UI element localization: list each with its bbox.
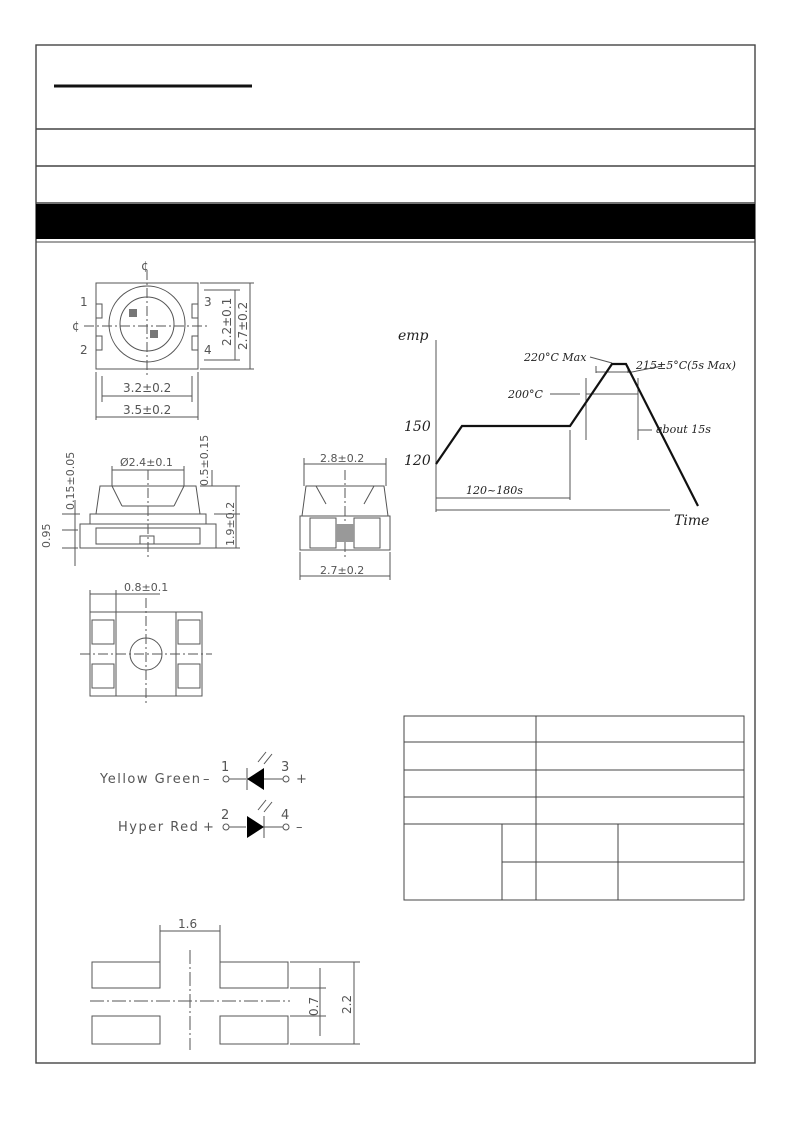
dim-end-bottom: 2.7±0.2 xyxy=(320,564,365,577)
preheat-time-label: 120~180s xyxy=(466,484,523,497)
pin-4-label: 4 xyxy=(204,343,212,357)
hr-plus: + xyxy=(203,820,214,835)
dim-pad-total: 2.2 xyxy=(340,994,354,1014)
dim-lens-height: 0.15±0.05 xyxy=(64,451,77,510)
dim-width-inner: 3.2±0.2 xyxy=(123,381,172,395)
diode-hyper-red-icon xyxy=(247,816,264,838)
dim-total-height: 1.9±0.2 xyxy=(224,501,237,546)
axis-time-label: Time xyxy=(674,513,710,529)
end-view-drawing xyxy=(300,452,390,580)
center-mark-top: ¢ xyxy=(141,259,149,273)
dim-end-top: 2.8±0.2 xyxy=(320,452,365,465)
diode-yellow-green-icon xyxy=(247,768,264,790)
pin-1-label: 1 xyxy=(80,295,88,309)
dim-height-outer: 2.7±0.2 xyxy=(236,301,250,350)
hr-pin-4: 4 xyxy=(281,808,290,823)
circuit-diagram xyxy=(99,752,307,838)
spec-table xyxy=(404,716,744,900)
temp-200-label: 200°C xyxy=(508,388,543,401)
dim-base-height: 0.95 xyxy=(40,523,53,548)
dim-pad-width: 0.8±0.1 xyxy=(124,581,169,594)
about-15s-label: about 15s xyxy=(656,423,711,436)
dim-pad-height: 0.7 xyxy=(307,996,321,1016)
axis-temp-label: emp xyxy=(398,328,429,344)
yellow-green-label: Yellow Green xyxy=(100,772,202,787)
center-mark-left: ¢ xyxy=(72,319,80,333)
dim-dome-dia: Ø2.4±0.1 xyxy=(120,456,173,469)
dim-pad-gap: 1.6 xyxy=(178,917,198,931)
peak-max-label: 220°C Max xyxy=(524,351,587,364)
hr-minus: – xyxy=(296,820,303,835)
yg-plus: + xyxy=(296,772,307,787)
dim-dome-height: 0.5±0.15 xyxy=(198,434,211,486)
hr-pin-2: 2 xyxy=(221,808,230,823)
dim-width-outer: 3.5±0.2 xyxy=(123,403,172,417)
peak-hold-label: 215±5°C(5s Max) xyxy=(636,359,736,372)
side-view-drawing xyxy=(40,435,240,566)
reflow-profile-chart xyxy=(398,328,736,529)
top-view-drawing xyxy=(72,259,254,420)
pin-2-label: 2 xyxy=(80,343,88,357)
hyper-red-label: Hyper Red xyxy=(118,820,200,835)
section-header-bar xyxy=(36,204,755,239)
bottom-view-drawing xyxy=(80,581,212,706)
temp-120-label: 120 xyxy=(404,453,431,469)
yg-pin-1: 1 xyxy=(221,760,230,775)
pad-layout-drawing xyxy=(90,917,360,1050)
page-frame xyxy=(36,45,755,1063)
yg-minus: – xyxy=(203,772,210,787)
dim-height-inner: 2.2±0.1 xyxy=(220,297,234,346)
yg-pin-3: 3 xyxy=(281,760,290,775)
pin-3-label: 3 xyxy=(204,295,212,309)
temp-150-label: 150 xyxy=(404,419,431,435)
